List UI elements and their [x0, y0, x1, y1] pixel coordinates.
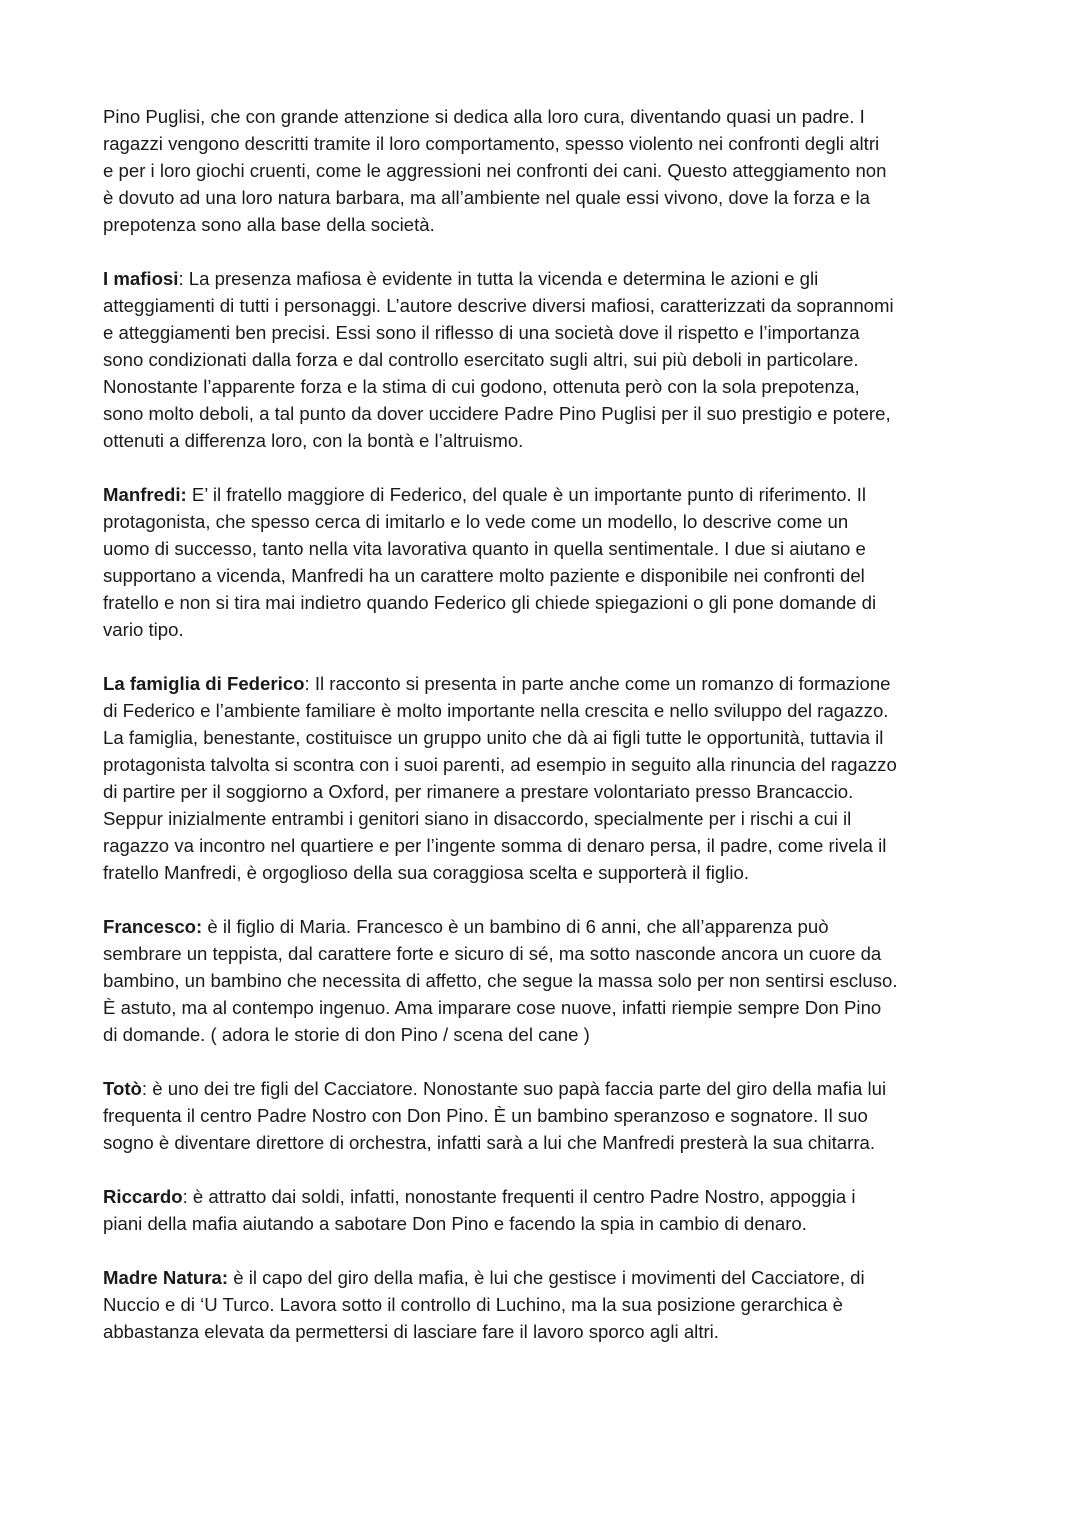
line-text: supportano a vicenda, Manfredi ha un carattere molto paziente e disponibile nei confronti del [103, 565, 865, 586]
document-page [103, 103, 1003, 1372]
line-text: piani della mafia aiutando a sabotare Don Pino e facendo la spia in cambio di denaro. [103, 1213, 807, 1234]
line-text: frequenta il centro Padre Nostro con Don Pino. È un bambino speranzoso e sognatore. Il suo [103, 1105, 868, 1126]
text-line [103, 751, 1003, 778]
line-text: sono molto deboli, a tal punto da dover uccidere Padre Pino Puglisi per il suo prestigio e potere, [103, 403, 891, 424]
line-text: è il capo del giro della mafia, è lui che gestisce i movimenti del Cacciatore, di [228, 1267, 865, 1288]
line-text: e per i loro giochi cruenti, come le aggressioni nei confronti dei cani. Questo atteggiamento non [103, 160, 887, 181]
text-line [103, 130, 1003, 157]
paragraph-heading: Riccardo [103, 1186, 183, 1207]
text-line [103, 697, 1003, 724]
paragraph [103, 1075, 1003, 1156]
line-text: : Il racconto si presenta in parte anche come un romanzo di formazione [304, 673, 891, 694]
text-line [103, 832, 1003, 859]
text-line [103, 1102, 1003, 1129]
line-text: abbastanza elevata da permettersi di lasciare fare il lavoro sporco agli altri. [103, 1321, 719, 1342]
line-text: sembrare un teppista, dal carattere forte e sicuro di sé, ma sotto nasconde ancora un cuore da [103, 943, 882, 964]
text-line [103, 1129, 1003, 1156]
line-text: ottenuti a differenza loro, con la bontà e l’altruismo. [103, 430, 524, 451]
line-text: sono condizionati dalla forza e dal controllo esercitato sugli altri, sui più deboli in particolare. [103, 349, 859, 370]
line-text: Nuccio e di ‘U Turco. Lavora sotto il controllo di Luchino, ma la sua posizione gerarchica è [103, 1294, 844, 1315]
line-text: : è attratto dai soldi, infatti, nonostante frequenti il centro Padre Nostro, appoggia i [182, 1186, 856, 1207]
text-line [103, 481, 1003, 508]
line-text: La famiglia, benestante, costituisce un gruppo unito che dà ai figli tutte le opportunità, tuttavia il [103, 727, 884, 748]
line-text: ragazzo va incontro nel quartiere e per l’ingente somma di denaro persa, il padre, come rivela il [103, 835, 887, 856]
text-line [103, 778, 1003, 805]
paragraph [103, 670, 1003, 886]
text-line [103, 589, 1003, 616]
line-text: bambino, un bambino che necessita di affetto, che segue la massa solo per non sentirsi escluso. [103, 970, 898, 991]
text-line [103, 400, 1003, 427]
paragraph-heading: I mafiosi [103, 268, 179, 289]
text-line [103, 994, 1003, 1021]
text-line [103, 1291, 1003, 1318]
line-text: atteggiamenti di tutti i personaggi. L’autore descrive diversi mafiosi, caratterizzati da soprannomi [103, 295, 894, 316]
line-text: di domande. ( adora le storie di don Pino / scena del cane ) [103, 1024, 590, 1045]
text-line [103, 1021, 1003, 1048]
text-line [103, 265, 1003, 292]
paragraph-heading: Francesco: [103, 916, 203, 937]
line-text: Nonostante l’apparente forza e la stima di cui godono, ottenuta però con la sola prepotenza, [103, 376, 860, 397]
line-text: di partire per il soggiorno a Oxford, per rimanere a prestare volontariato presso Brancaccio. [103, 781, 854, 802]
line-text: fratello e non si tira mai indietro quando Federico gli chiede spiegazioni o gli pone domande di [103, 592, 877, 613]
text-line [103, 211, 1003, 238]
line-text: di Federico e l’ambiente familiare è molto importante nella crescita e nello sviluppo del ragazzo. [103, 700, 889, 721]
paragraph [103, 265, 1003, 454]
text-line [103, 670, 1003, 697]
paragraph [103, 1264, 1003, 1345]
text-line [103, 859, 1003, 886]
line-text: È astuto, ma al contempo ingenuo. Ama imparare cose nuove, infatti riempie sempre Don Pino [103, 997, 882, 1018]
line-text: protagonista, che spesso cerca di imitarlo e lo vede come un modello, lo descrive come un [103, 511, 849, 532]
text-line [103, 157, 1003, 184]
text-line [103, 1183, 1003, 1210]
paragraph [103, 481, 1003, 643]
text-line [103, 319, 1003, 346]
paragraph-heading: Madre Natura: [103, 1267, 229, 1288]
paragraph-heading: Totò [103, 1078, 142, 1099]
text-line [103, 913, 1003, 940]
line-text: è dovuto ad una loro natura barbara, ma all’ambiente nel quale essi vivono, dove la forza e la [103, 187, 870, 208]
text-line [103, 616, 1003, 643]
line-text: protagonista talvolta si scontra con i suoi parenti, ad esempio in seguito alla rinuncia del ragazzo [103, 754, 897, 775]
line-text: ragazzi vengono descritti tramite il loro comportamento, spesso violento nei confronti degli altri [103, 133, 880, 154]
text-line [103, 940, 1003, 967]
text-line [103, 1318, 1003, 1345]
text-line [103, 103, 1003, 130]
text-line [103, 184, 1003, 211]
line-text: è il figlio di Maria. Francesco è un bambino di 6 anni, che all’apparenza può [202, 916, 829, 937]
line-text: prepotenza sono alla base della società. [103, 214, 435, 235]
text-line [103, 508, 1003, 535]
paragraph [103, 103, 1003, 238]
text-line [103, 1264, 1003, 1291]
paragraph [103, 913, 1003, 1048]
text-line [103, 373, 1003, 400]
line-text: uomo di successo, tanto nella vita lavorativa quanto in quella sentimentale. I due si aiutano e [103, 538, 866, 559]
text-line [103, 427, 1003, 454]
paragraph-heading: La famiglia di Federico [103, 673, 305, 694]
line-text: E’ il fratello maggiore di Federico, del quale è un importante punto di riferimento. Il [186, 484, 867, 505]
text-line [103, 805, 1003, 832]
line-text: Pino Puglisi, che con grande attenzione si dedica alla loro cura, diventando quasi un padre. I [103, 106, 865, 127]
text-line [103, 1210, 1003, 1237]
text-line [103, 967, 1003, 994]
paragraph [103, 1183, 1003, 1237]
paragraph-heading: Manfredi: [103, 484, 187, 505]
text-line [103, 292, 1003, 319]
line-text: fratello Manfredi, è orgoglioso della sua coraggiosa scelta e supporterà il figlio. [103, 862, 749, 883]
line-text: sogno è diventare direttore di orchestra, infatti sarà a lui che Manfredi presterà la sua chitarra. [103, 1132, 876, 1153]
text-line [103, 1075, 1003, 1102]
line-text: Seppur inizialmente entrambi i genitori siano in disaccordo, specialmente per i rischi a cui il [103, 808, 852, 829]
line-text: vario tipo. [103, 619, 184, 640]
line-text: e atteggiamenti ben precisi. Essi sono il riflesso di una società dove il rispetto e l’importanza [103, 322, 860, 343]
line-text: : La presenza mafiosa è evidente in tutta la vicenda e determina le azioni e gli [178, 268, 819, 289]
text-line [103, 562, 1003, 589]
text-line [103, 724, 1003, 751]
line-text: : è uno dei tre figli del Cacciatore. Nonostante suo papà faccia parte del giro della mafia lui [141, 1078, 887, 1099]
text-line [103, 346, 1003, 373]
text-line [103, 535, 1003, 562]
